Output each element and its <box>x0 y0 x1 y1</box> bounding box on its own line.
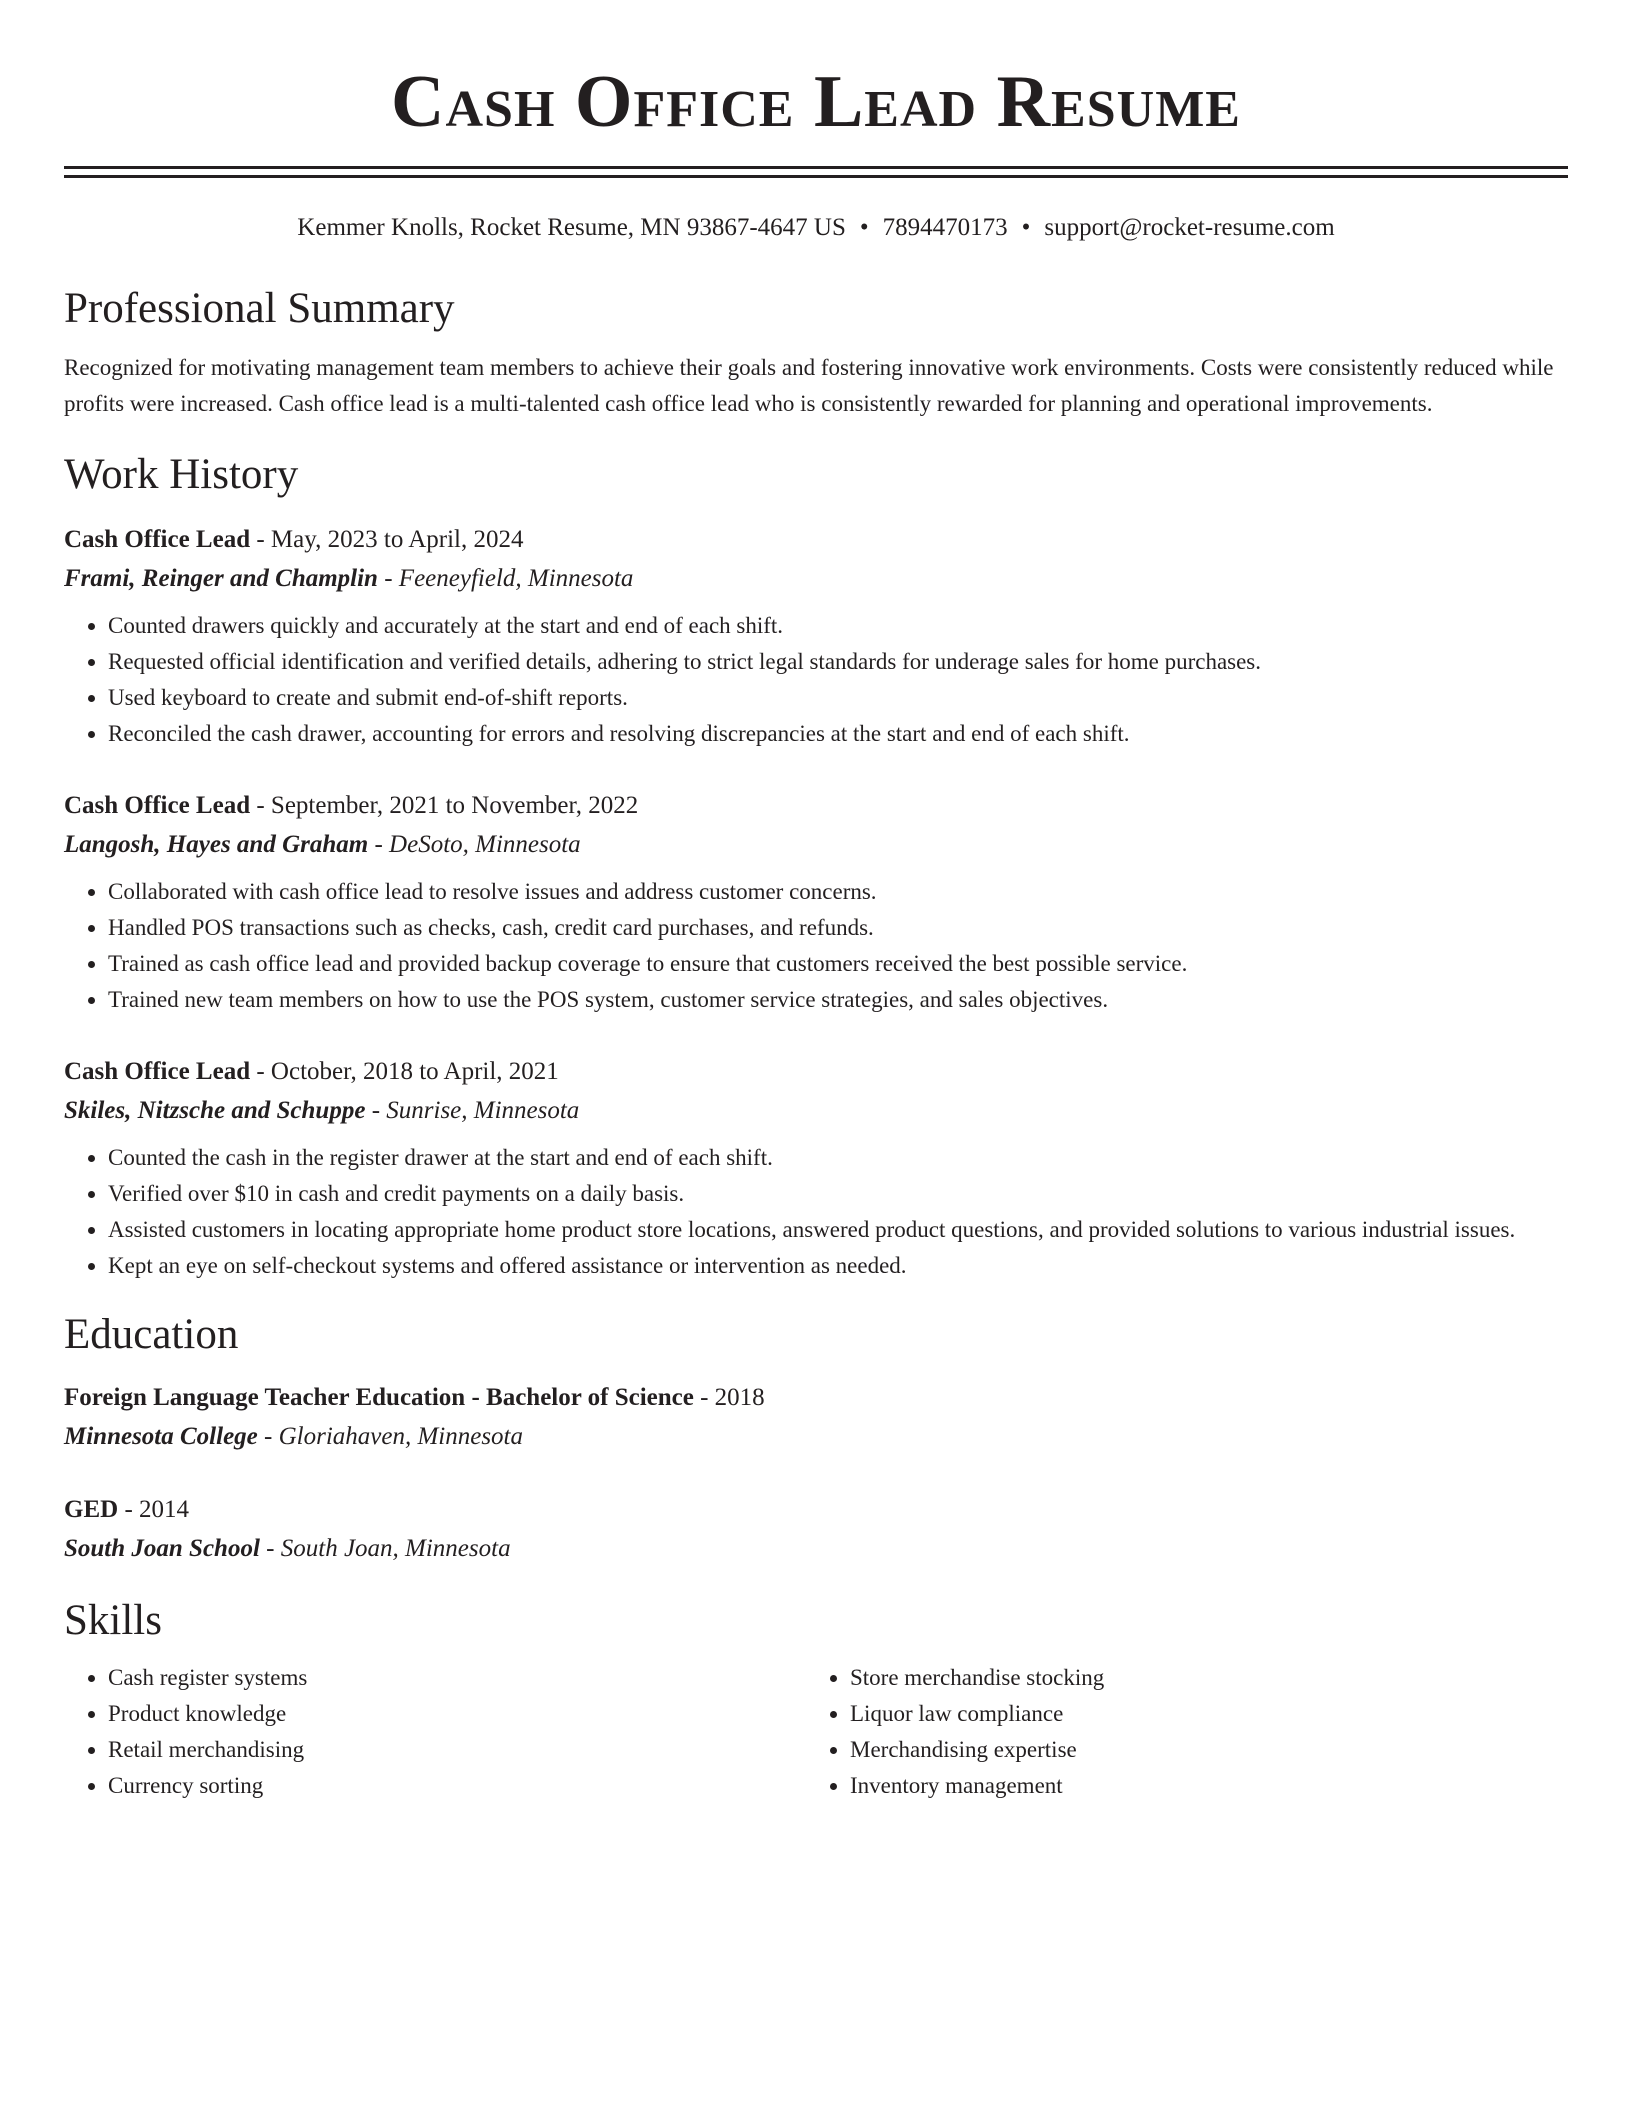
skills-list-right <box>806 1660 1548 1804</box>
skill-item: • Store merchandise stocking <box>850 1660 1548 1696</box>
job-bullet: • Kept an eye on self-checkout systems and offered assistance or intervention as needed. <box>108 1248 1568 1284</box>
skills-columns <box>64 1660 1568 1804</box>
job-bullet: • Counted drawers quickly and accurately at the start and end of each shift. <box>108 608 1568 644</box>
summary-text: Recognized for motivating management team members to achieve their goals and fostering innovative work environments. Costs were consistently reduced while profits were increased. Cash office lead is a multi-talented cash office lead who is consistently rewarded for planning and operational improvements. <box>64 355 1554 416</box>
school-line <box>64 1418 1568 1456</box>
school-name: South Joan School <box>64 1535 260 1562</box>
skills-list-left <box>64 1660 806 1804</box>
job-bullet: • Handled POS transactions such as checks, cash, credit card purchases, and refunds. <box>108 910 1568 946</box>
job-title: Cash Office Lead <box>64 792 251 819</box>
degree-year: - 2018 <box>693 1384 765 1411</box>
job-bullets <box>64 608 1568 752</box>
school-location: - South Joan, Minnesota <box>259 1535 511 1562</box>
contact-email: support@rocket-resume.com <box>1044 214 1335 241</box>
employer-name: Frami, Reinger and Champlin <box>64 565 378 592</box>
job-title-line <box>64 1052 1568 1092</box>
school-line <box>64 1530 1568 1568</box>
contact-line <box>64 212 1568 244</box>
summary-heading: Professional Summary <box>64 285 455 332</box>
degree-line <box>64 1490 1568 1530</box>
job-bullet: • Counted the cash in the register drawer at the start and end of each shift. <box>108 1140 1568 1176</box>
job-title: Cash Office Lead <box>64 1058 251 1085</box>
employer-location: - Feeneyfield, Minnesota <box>377 565 634 592</box>
job-entry <box>64 520 1568 752</box>
job-bullet: • Assisted customers in locating appropriate home product store locations, answered product questions, and provided solutions to various industrial issues. <box>108 1212 1568 1248</box>
job-title: Cash Office Lead <box>64 526 251 553</box>
job-entry <box>64 786 1568 1018</box>
job-dates: - October, 2018 to April, 2021 <box>250 1058 559 1085</box>
contact-phone: 7894470173 <box>882 214 1008 241</box>
employer-line <box>64 1092 1568 1130</box>
employer-line <box>64 826 1568 864</box>
job-title-line <box>64 520 1568 560</box>
job-bullet: • Requested official identification and verified details, adhering to strict legal standards for underage sales for home purchases. <box>108 644 1568 680</box>
employer-location: - Sunrise, Minnesota <box>365 1097 580 1124</box>
job-bullet: • Trained as cash office lead and provided backup coverage to ensure that customers received the best possible service. <box>108 946 1568 982</box>
employer-name: Langosh, Hayes and Graham <box>64 831 369 858</box>
employer-name: Skiles, Nitzsche and Schuppe <box>64 1097 366 1124</box>
skill-item: • Currency sorting <box>108 1768 806 1804</box>
job-entry <box>64 1052 1568 1284</box>
employer-location: - DeSoto, Minnesota <box>368 831 581 858</box>
resume-title: Cash Office Lead Resume <box>391 61 1241 143</box>
contact-separator: • <box>1021 214 1031 241</box>
education-entry <box>64 1490 1568 1568</box>
job-bullet: • Used keyboard to create and submit end-of-shift reports. <box>108 680 1568 716</box>
work-history-heading: Work History <box>64 451 299 498</box>
school-name: Minnesota College <box>64 1423 258 1450</box>
job-bullets <box>64 1140 1568 1284</box>
skill-item: • Product knowledge <box>108 1696 806 1732</box>
school-location: - Gloriahaven, Minnesota <box>257 1423 523 1450</box>
contact-separator: • <box>859 214 869 241</box>
degree-name: Foreign Language Teacher Education - Bachelor of Science <box>64 1384 694 1411</box>
skills-heading: Skills <box>64 1597 162 1644</box>
job-bullet: • Collaborated with cash office lead to resolve issues and address customer concerns. <box>108 874 1568 910</box>
job-bullets <box>64 874 1568 1018</box>
skill-item: • Cash register systems <box>108 1660 806 1696</box>
degree-line <box>64 1378 1568 1418</box>
job-title-line <box>64 786 1568 826</box>
education-entry <box>64 1378 1568 1456</box>
skill-item: • Liquor law compliance <box>850 1696 1548 1732</box>
contact-address: Kemmer Knolls, Rocket Resume, MN 93867-4647 US <box>297 214 846 241</box>
job-dates: - September, 2021 to November, 2022 <box>250 792 639 819</box>
job-bullet: • Verified over $10 in cash and credit payments on a daily basis. <box>108 1176 1568 1212</box>
skill-item: • Merchandising expertise <box>850 1732 1548 1768</box>
job-bullet: • Trained new team members on how to use the POS system, customer service strategies, and sales objectives. <box>108 982 1568 1018</box>
skill-item: • Retail merchandising <box>108 1732 806 1768</box>
title-rule-bottom <box>64 175 1568 178</box>
education-heading: Education <box>64 1311 239 1358</box>
job-dates: - May, 2023 to April, 2024 <box>250 526 524 553</box>
degree-name: GED <box>64 1496 119 1523</box>
job-bullet: • Reconciled the cash drawer, accounting for errors and resolving discrepancies at the start and end of each shift. <box>108 716 1568 752</box>
title-rule-top <box>64 166 1568 169</box>
degree-year: - 2014 <box>118 1496 190 1523</box>
employer-line <box>64 560 1568 598</box>
skill-item: • Inventory management <box>850 1768 1548 1804</box>
